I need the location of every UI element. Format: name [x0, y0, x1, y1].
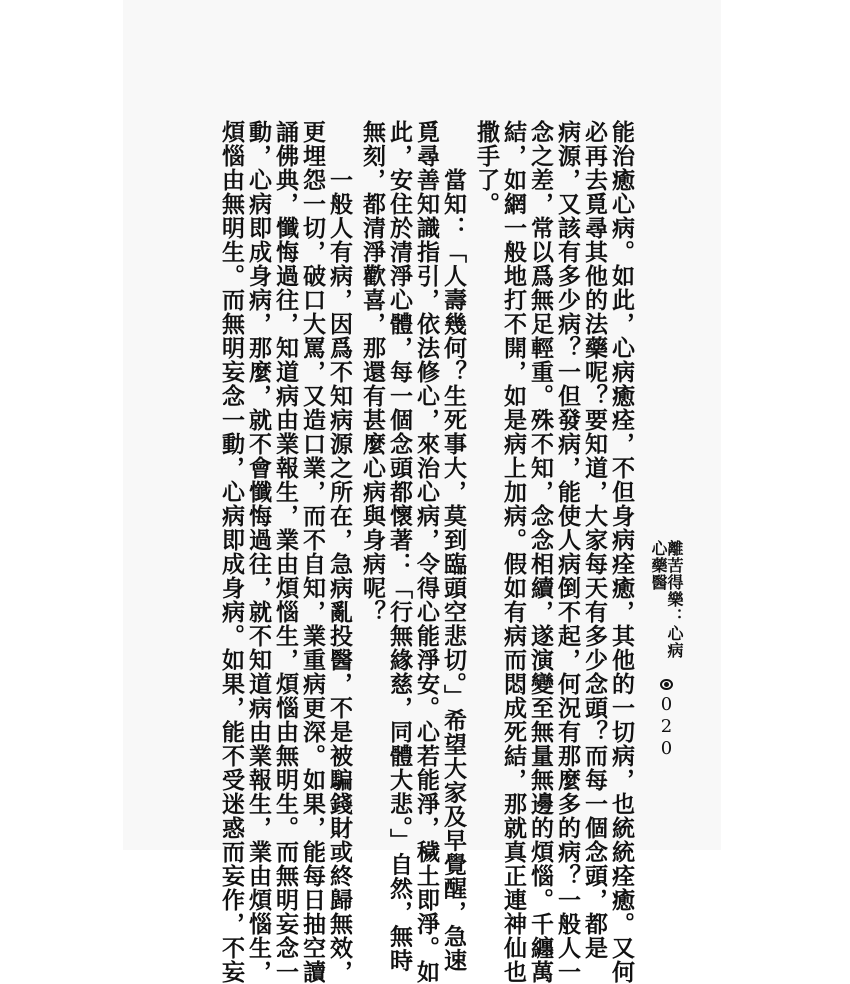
text-column-11: 一般人有病，因爲不知病源之所在，急病亂投醫，不是被騙錢財或終歸無效，: [326, 120, 353, 984]
text-column-15: 煩惱由無明生。而無明妄念一動，心病即成身病。如果，能不受迷惑而妄作，不妄: [218, 120, 245, 984]
text-column-4: 念之差，常以爲無足輕重。殊不知，念念相續，遂演變至無量無邊的煩惱。千纏萬: [527, 120, 554, 984]
text-column-13: 誦佛典，懺悔過往，知道病由業報生，業由煩惱生，煩惱由無明生。而無明妄念一: [272, 120, 299, 984]
text-column-14: 動，心病即成身病，那麼，就不會懺悔過往，就不知道病由業報生，業由煩惱生，: [245, 120, 272, 984]
text-column-9: 此，安住於清淨心體，每一個念頭都懷著：「行無緣慈，同體大悲。」自然，無時: [386, 120, 413, 973]
text-column-8: 覓尋善知識指引，依法修心，來治心病，令得心能淨安。心若能淨，穢土即淨。如: [413, 120, 440, 984]
page-number: 020: [656, 694, 677, 760]
text-column-6: 撒手了。: [473, 120, 500, 216]
bullet-circle-icon: [660, 679, 673, 690]
text-column-5: 結，如網一般地打不開，如是病上加病。假如有病而悶成死結，那就真正連神仙也: [500, 120, 527, 984]
text-column-10: 無刻，都清淨歡喜，那還有甚麼心病與身病呢？: [359, 120, 386, 624]
text-column-7: 當知：「人壽幾何？生死事大，莫到臨頭空悲切。」希望大家及早覺醒，急速: [440, 120, 467, 973]
text-column-12: 更埋怨一切，破口大罵，又造口業，而不自知，業重病更深。如果，能每日抽空讀: [299, 120, 326, 984]
running-header: [649, 540, 684, 760]
text-column-3: 病源，又該有多少病？一但發病，能使人病倒不起，何況有那麼多的病？一般人一: [554, 120, 581, 984]
header-title: 離苦得樂：心病心藥醫: [649, 540, 684, 659]
text-column-1: 能治癒心病。如此，心病癒痊，不但身病痊癒，其他的一切病，也統統痊癒。又何: [608, 120, 635, 984]
text-column-2: 必再去覓尋其他的法藥呢？要知道，大家每天有多少念頭？而每一個念頭，都是: [581, 120, 608, 960]
